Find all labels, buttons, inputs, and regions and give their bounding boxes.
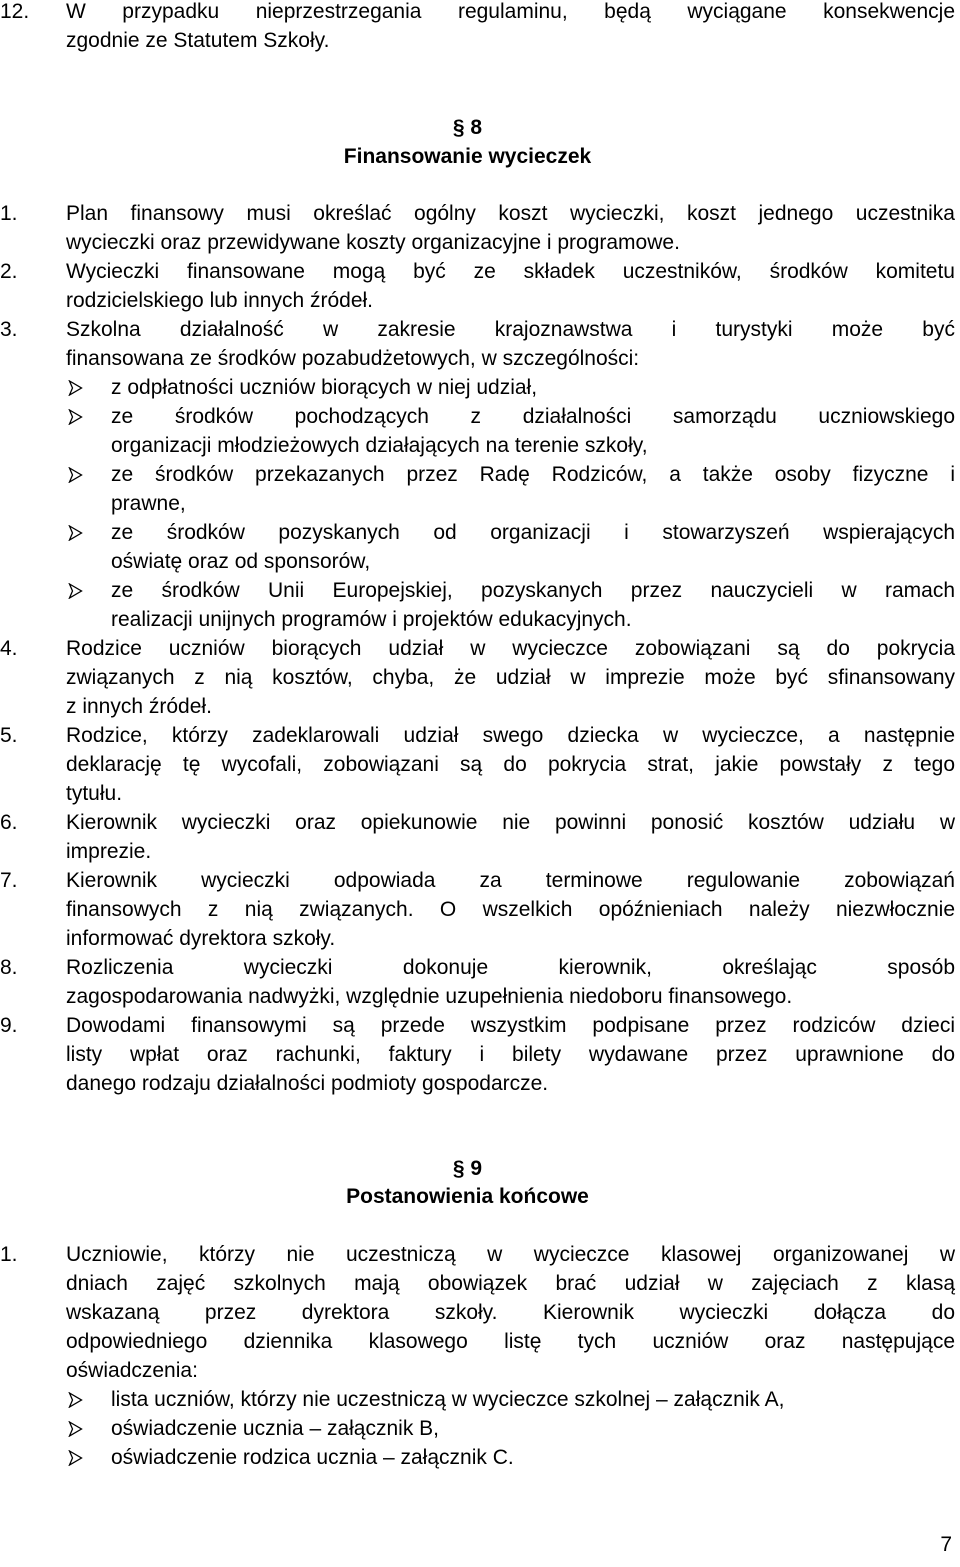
item-number: 9.	[0, 1014, 18, 1037]
paragraph-line: listy wpłat oraz rachunki, faktury i bilety wydawane przez uprawnione do	[66, 1043, 955, 1066]
paragraph-line: dniach zajęć szkolnych mają obowiązek brać udział w zajęciach z klasą	[66, 1272, 955, 1295]
paragraph-line: Szkolna działalność w zakresie krajoznawstwa i turystyki może być	[66, 318, 955, 341]
paragraph-line: Dowodami finansowymi są przede wszystkim podpisane przez rodziców dzieci	[66, 1014, 955, 1037]
bullet-line: organizacji młodzieżowych działających na terenie szkoły,	[111, 434, 648, 457]
bullet-line: oświatę oraz od sponsorów,	[111, 550, 371, 573]
paragraph-line: deklarację tę wycofali, zobowiązani są do pokrycia strat, jakie powstały z tego	[66, 753, 955, 776]
bullet-line: realizacji unijnych programów i projektów edukacyjnych.	[111, 608, 632, 631]
section-title: Postanowienia końcowe	[346, 1185, 589, 1208]
paragraph-line: imprezie.	[66, 840, 152, 863]
item-number: 6.	[0, 811, 18, 834]
page-number: 7	[940, 1533, 952, 1556]
paragraph-line: rodzicielskiego lub innych źródeł.	[66, 289, 373, 312]
section-symbol: § 9	[452, 1157, 483, 1180]
paragraph-line: Uczniowie, którzy nie uczestniczą w wycieczce klasowej organizowanej w	[66, 1243, 955, 1266]
arrow-bullet-icon	[68, 583, 83, 599]
section-title: Finansowanie wycieczek	[343, 145, 592, 168]
paragraph-line: Rozliczenia wycieczki dokonuje kierownik, określając sposób	[66, 956, 955, 979]
bullet-line: z odpłatności uczniów biorących w niej udział,	[111, 376, 538, 399]
bullet-line: ze środków pozyskanych od organizacji i stowarzyszeń wspierających	[111, 521, 955, 544]
bullet-line: ze środków Unii Europejskiej, pozyskanych przez nauczycieli w ramach	[111, 579, 955, 602]
arrow-bullet-icon	[68, 1450, 83, 1466]
arrow-bullet-icon	[68, 409, 83, 425]
paragraph-line: W przypadku nieprzestrzegania regulaminu, będą wyciągane konsekwencje	[66, 0, 955, 23]
item-number: 8.	[0, 956, 18, 979]
item-number: 12.	[0, 0, 30, 23]
paragraph-line: Kierownik wycieczki oraz opiekunowie nie powinni ponosić kosztów udziału w	[66, 811, 955, 834]
paragraph-line: zgodnie ze Statutem Szkoły.	[66, 29, 330, 52]
arrow-bullet-icon	[68, 1421, 83, 1437]
bullet-line: ze środków pochodzących z działalności samorządu uczniowskiego	[111, 405, 955, 428]
bullet-line: lista uczniów, którzy nie uczestniczą w wycieczce szkolnej – załącznik A,	[111, 1388, 785, 1411]
bullet-line: oświadczenie ucznia – załącznik B,	[111, 1417, 440, 1440]
paragraph-line: danego rodzaju działalności podmioty gospodarcze.	[66, 1072, 549, 1095]
paragraph-line: z innych źródeł.	[66, 695, 212, 718]
paragraph-line: odpowiedniego dziennika klasowego listę tych uczniów oraz następujące	[66, 1330, 955, 1353]
paragraph-line: Kierownik wycieczki odpowiada za terminowe regulowanie zobowiązań	[66, 869, 955, 892]
arrow-bullet-icon	[68, 467, 83, 483]
item-number: 5.	[0, 724, 18, 747]
item-number: 4.	[0, 637, 18, 660]
item-number: 3.	[0, 318, 18, 341]
bullet-line: ze środków przekazanych przez Radę Rodziców, a także osoby fizyczne i	[111, 463, 955, 486]
item-number: 1.	[0, 202, 18, 225]
paragraph-line: tytułu.	[66, 782, 123, 805]
paragraph-line: finansowana ze środków pozabudżetowych, w szczególności:	[66, 347, 640, 370]
item-number: 2.	[0, 260, 18, 283]
paragraph-line: wskazaną przez dyrektora szkoły. Kierownik wycieczki dołącza do	[66, 1301, 955, 1324]
item-number: 1.	[0, 1243, 18, 1266]
paragraph-line: wycieczki oraz przewidywane koszty organizacyjne i programowe.	[66, 231, 680, 254]
item-number: 7.	[0, 869, 18, 892]
paragraph-line: zagospodarowania nadwyżki, względnie uzupełnienia niedoboru finansowego.	[66, 985, 793, 1008]
paragraph-line: Rodzice uczniów biorących udział w wycieczce zobowiązani są do pokrycia	[66, 637, 955, 660]
paragraph-line: Rodzice, którzy zadeklarowali udział swego dziecka w wycieczce, a następnie	[66, 724, 955, 747]
bullet-line: prawne,	[111, 492, 186, 515]
paragraph-line: Plan finansowy musi określać ogólny koszt wycieczki, koszt jednego uczestnika	[66, 202, 955, 225]
paragraph-line: finansowych z nią związanych. O wszelkich opóźnieniach należy niezwłocznie	[66, 898, 955, 921]
section-symbol: § 8	[452, 116, 483, 139]
arrow-bullet-icon	[68, 525, 83, 541]
paragraph-line: oświadczenia:	[66, 1359, 198, 1382]
arrow-bullet-icon	[68, 1392, 83, 1408]
bullet-line: oświadczenie rodzica ucznia – załącznik C.	[111, 1446, 514, 1469]
arrow-bullet-icon	[68, 380, 83, 396]
paragraph-line: informować dyrektora szkoły.	[66, 927, 336, 950]
paragraph-line: Wycieczki finansowane mogą być ze składek uczestników, środków komitetu	[66, 260, 955, 283]
paragraph-line: związanych z nią kosztów, chyba, że udział w imprezie może być sfinansowany	[66, 666, 955, 689]
